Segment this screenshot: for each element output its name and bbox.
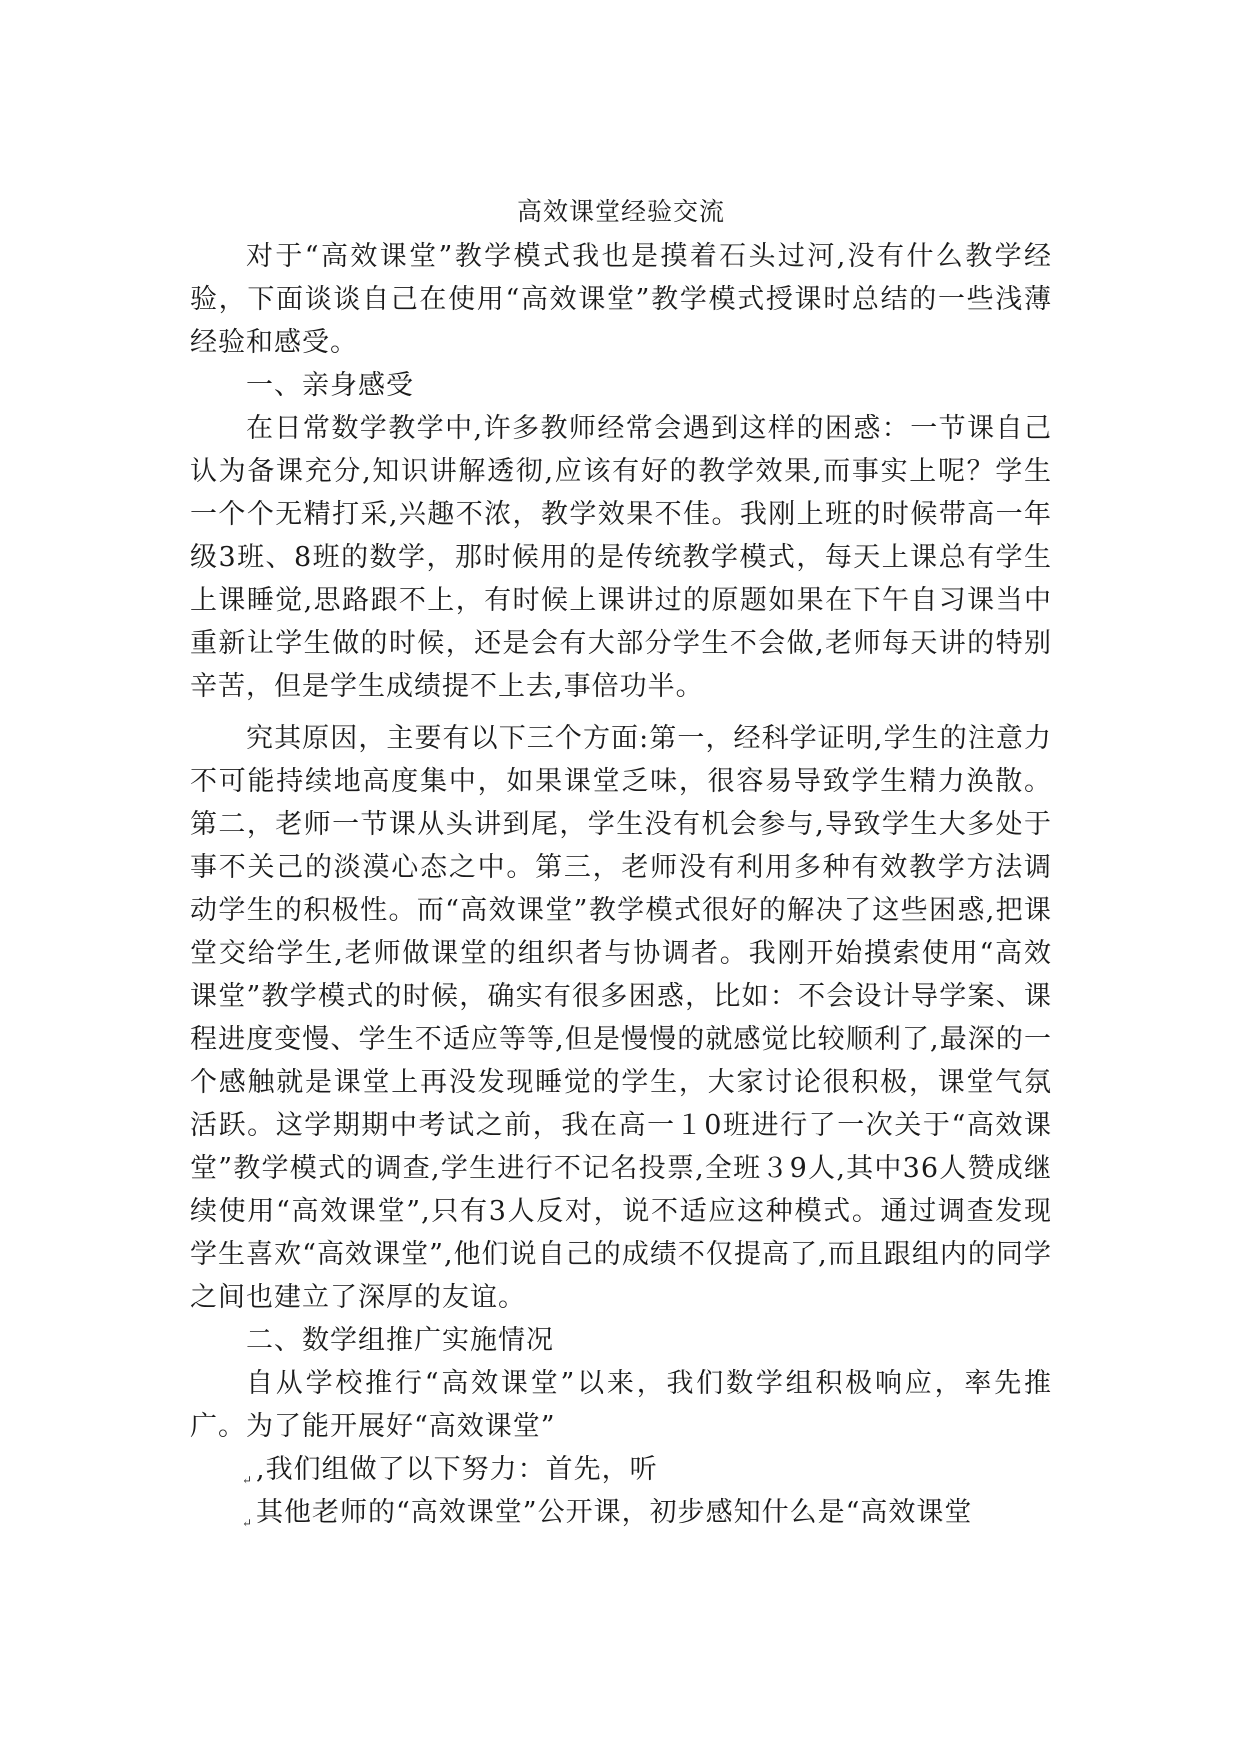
document-title: 高效课堂经验交流 [516, 197, 725, 226]
section-heading-personal-experience: 一、亲身感受 [246, 370, 414, 401]
section1-paragraph-2: 究其原因，主要有以下三个方面:第一，经科学证明,学生的注意力不可能持续地高度集中，如果课堂乏味，很容易导致学生精力涣散。第二，老师一节课从头讲到尾，学生没有机会参与,导致学生大多处于事不关己的淡漠心态之中。第三，老师没有利用多种有效教学方法调动学生的积极性。而“高效课堂”教学模式很好的解决了这些困惑,把课堂交给学生,老师做课堂的组织者与协调者。我刚开始摸索使用“高效课堂”教学模式的时候，确实有很多困惑，比如：不会设计导学案、课程进度变慢、学生不适应等等,但是慢慢的就感觉比较顺利了,最深的一个感触就是课堂上再没发现睡觉的学生，大家讨论很积极，课堂气氛活跃。这学期期中考试之前，我在高一１0班进行了一次关于“高效课堂”教学模式的调查,学生进行不记名投票,全班３9人,其中36人赞成继续使用“高效课堂”,只有3人反对，说不适应这种模式。通过调查发现学生喜欢“高效课堂”,他们说自己的成绩不仅提高了,而且跟组内的同学之间也建立了深厚的友谊。 [190, 723, 1052, 1313]
section1-paragraph-1: 在日常数学教学中,许多教师经常会遇到这样的困惑：一节课自己认为备课充分,知识讲解透彻,应该有好的教学效果,而事实上呢？学生一个个无精打采,兴趣不浓，教学效果不佳。我刚上班的时候带高一年级3班、8班的数学，那时候用的是传统教学模式，每天上课总有学生上课睡觉,思路跟不上，有时候上课讲过的原题如果在下午自习课当中重新让学生做的时候，还是会有大部分学生不会做,老师每天讲的特别辛苦，但是学生成绩提不上去,事倍功半。 [190, 413, 1052, 702]
line-break-mark-icon: ↵ [242, 1516, 254, 1530]
section2-fragment-2-text: 其他老师的“高效课堂”公开课，初步感知什么是“高效课堂 [256, 1497, 973, 1528]
section2-fragment-1-text: ,我们组做了以下努力：首先，听 [256, 1454, 658, 1485]
document-body [190, 190, 1052, 1534]
section2-fragment-1 [190, 1448, 1052, 1491]
intro-paragraph: 对于“高效课堂”教学模式我也是摸着石头过河,没有什么教学经验，下面谈谈自己在使用“高效课堂”教学模式授课时总结的一些浅薄经验和感受。 [190, 241, 1052, 358]
line-break-mark-icon: ↵ [242, 1473, 254, 1487]
section-heading-math-group: 二、数学组推广实施情况 [246, 1325, 554, 1356]
section2-paragraph-1: 自从学校推行“高效课堂”以来，我们数学组积极响应，率先推广。为了能开展好“高效课堂” [190, 1368, 1052, 1442]
section2-fragment-2 [190, 1491, 1052, 1534]
